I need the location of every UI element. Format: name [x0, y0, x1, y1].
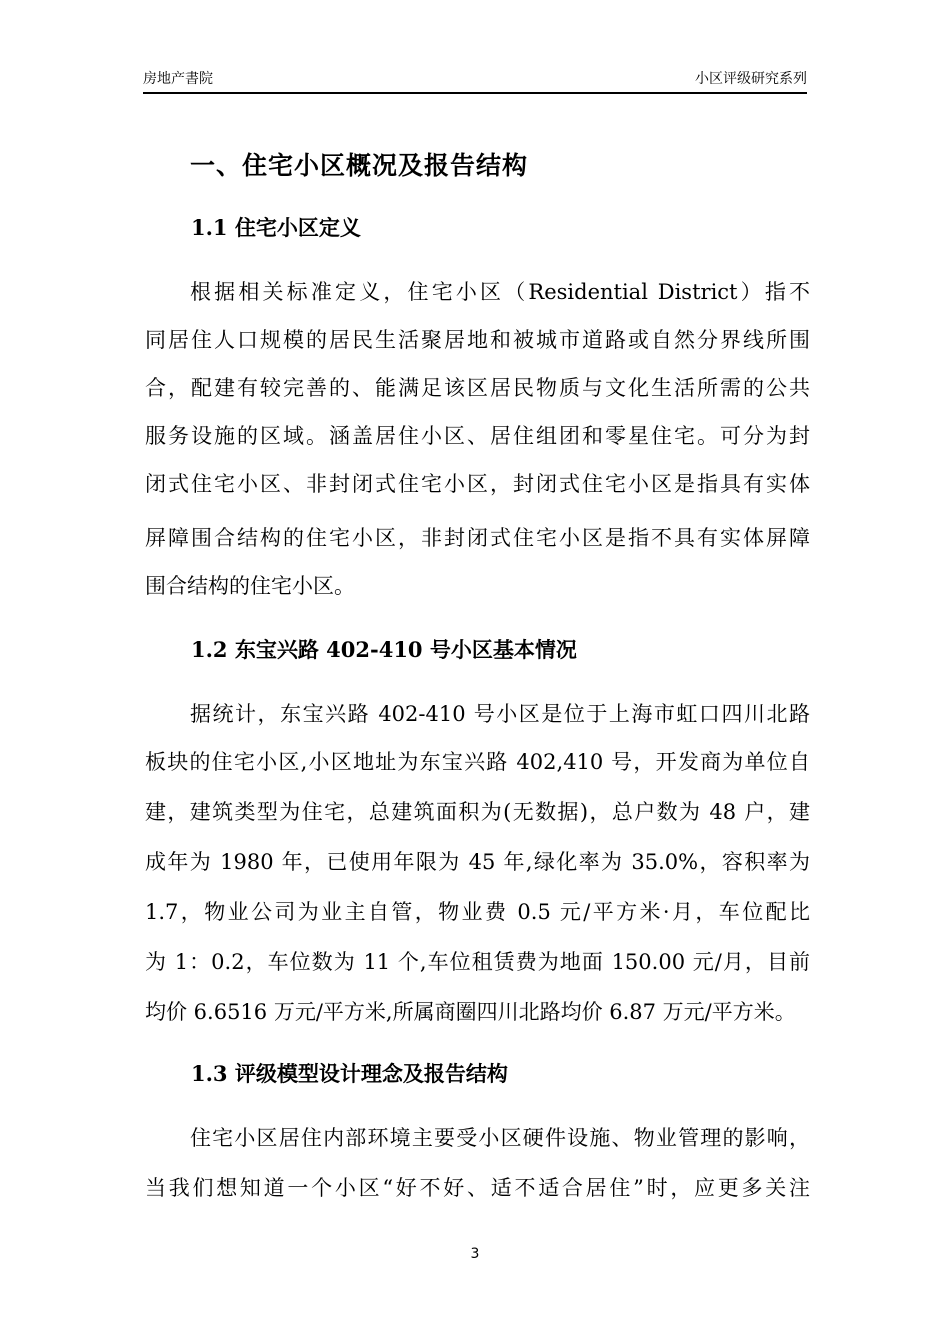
paragraph-line: 住宅小区居住内部环境主要受小区硬件设施、物业管理的影响， — [190, 1126, 810, 1150]
paragraph-line: 屏障围合结构的住宅小区，非封闭式住宅小区是指不具有实体屏障 — [145, 526, 810, 550]
header-divider — [143, 92, 807, 94]
paragraph-line: 1.7，物业公司为业主自管，物业费 0.5 元/平方米·月，车位配比 — [145, 900, 810, 924]
header-series: 小区评级研究系列 — [695, 71, 807, 87]
section-heading-1-1: 1.1 住宅小区定义 — [191, 215, 361, 240]
section-heading-1-3: 1.3 评级模型设计理念及报告结构 — [191, 1061, 508, 1086]
paragraph-line: 板块的住宅小区,小区地址为东宝兴路 402,410 号，开发商为单位自 — [145, 750, 810, 774]
page-header — [143, 68, 807, 90]
paragraph-line: 围合结构的住宅小区。 — [145, 574, 355, 598]
header-publisher: 房地产書院 — [143, 71, 213, 87]
chapter-title: 一、住宅小区概况及报告结构 — [190, 151, 529, 180]
paragraph-line: 合，配建有较完善的、能满足该区居民物质与文化生活所需的公共 — [145, 376, 810, 400]
paragraph-line: 均价 6.6516 万元/平方米,所属商圈四川北路均价 6.87 万元/平方米。 — [145, 1000, 796, 1024]
paragraph-line: 根据相关标准定义，住宅小区（Residential District）指不 — [190, 280, 810, 304]
paragraph-line: 成年为 1980 年，已使用年限为 45 年,绿化率为 35.0%，容积率为 — [145, 850, 810, 874]
paragraph-line: 闭式住宅小区、非封闭式住宅小区，封闭式住宅小区是指具有实体 — [145, 472, 810, 496]
paragraph-line: 为 1：0.2，车位数为 11 个,车位租赁费为地面 150.00 元/月，目前 — [145, 950, 810, 974]
paragraph-line: 当我们想知道一个小区“好不好、适不适合居住”时，应更多关注 — [145, 1176, 810, 1200]
page-number: 3 — [470, 1246, 480, 1262]
section-heading-1-2: 1.2 东宝兴路 402-410 号小区基本情况 — [191, 637, 577, 662]
paragraph-line: 同居住人口规模的居民生活聚居地和被城市道路或自然分界线所围 — [145, 328, 810, 352]
paragraph-line: 建，建筑类型为住宅，总建筑面积为(无数据)，总户数为 48 户，建 — [145, 800, 810, 824]
paragraph-line: 据统计，东宝兴路 402-410 号小区是位于上海市虹口四川北路 — [190, 702, 810, 726]
paragraph-line: 服务设施的区域。涵盖居住小区、居住组团和零星住宅。可分为封 — [145, 424, 810, 448]
